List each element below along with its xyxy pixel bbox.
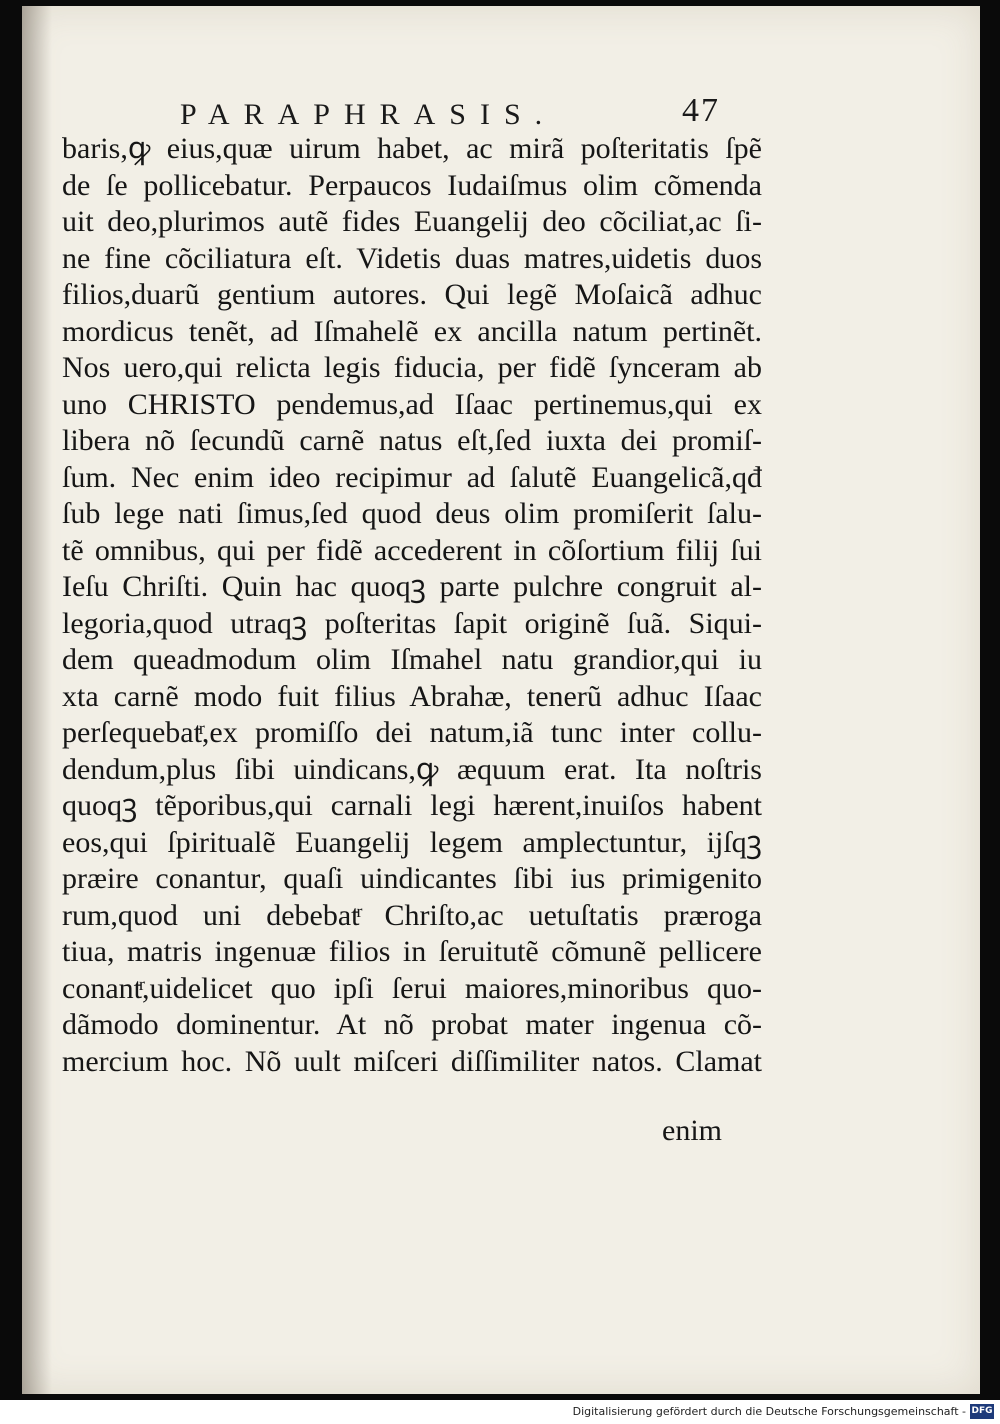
text-line: tẽ omnibus, qui per fidẽ accederent in cõſortium filij ſui [62,533,762,567]
text-line: eos,qui ſpiritualẽ Euangelij legem amplectuntur, ijſqꝫ [62,825,762,859]
text-line: Nos uero,qui relicta legis fiducia, per fidẽ ſynceram ab [62,351,762,384]
text-line: dãmodo dominentur. At nõ probat mater ingenua cõ- [62,1008,762,1041]
text-line: legoria,quod utraqꝫ poſteritas ſapit originẽ ſuã. Siqui- [62,606,762,640]
text-line: ſum. Nec enim ideo recipimur ad ſalutẽ Euangelicã,qđ [62,460,762,494]
text-line: de ſe pollicebatur. Perpaucos Iudaiſmus olim cõmenda [62,168,762,202]
catchword: enim [662,1114,722,1147]
text-line: Ieſu Chriſti. Quin hac quoqꝫ parte pulchre congruit al- [62,570,762,603]
page-number: 47 [682,92,720,129]
text-line: filios,duarũ gentium autores. Qui legẽ Moſaicã adhuc [62,278,762,311]
text-line: rum,quod uni debebatͬ Chriſto,ac uetuſtatis prærogа [62,898,762,932]
text-line: libera nõ ſecundũ carnẽ natus eſt,ſed iuxta dei promiſ- [62,424,762,457]
text-line: quoqꝫ tẽporibus,qui carnali legi hærent,inuiſos habent [62,789,762,822]
text-line: dem queadmodum olim Iſmahel natu grandior,qui iu [62,643,762,676]
footer-bar [0,1400,1000,1424]
text-line: præire conantur, quaſi uindicantes ſibi ius primigenito [62,862,762,895]
text-line: xta carnẽ modo fuit filius Abrahæ, tenerũ adhuc Iſaac [62,679,762,713]
text-line: conantͬ,uidelicet quo ipſi ſerui maiores,minoribus quo- [62,971,762,1005]
text-block [62,131,762,1080]
text-line: ſub lege nati ſimus,ſed quod deus olim promiſerit ſalu- [62,497,762,530]
text-line: ne fine cõciliatura eſt. Videtis duas matres,uidetis duos [62,241,762,275]
running-head: PARAPHRASIS. [180,98,557,131]
dfg-logo-icon: DFG [970,1404,994,1419]
text-line: perſequebatͬ,ex promiſſo dei natum,iã tunc inter collu- [62,716,762,749]
text-line: tiua, matris ingenuæ filios in ſeruitutẽ cõmunẽ pellicere [62,935,762,968]
text-line: mordicus tenẽt, ad Iſmahelẽ ex ancilla natum pertinẽt. [62,314,762,348]
text-line: uno CHRISTO pendemus,ad Iſaac pertinemus,qui ex [62,387,762,421]
text-line: mercium hoc. Nõ uult miſceri diſſimiliter natos. Clamat [62,1044,762,1078]
funding-credit: Digitalisierung gefördert durch die Deutsche Forschungsgemeinschaft - [572,1405,966,1418]
book-page [22,6,980,1394]
text-line: uit deo,plurimos autẽ fides Euangelij deo cõciliat,ac ſi- [62,205,762,238]
gutter-shadow [22,6,52,1394]
text-line: baris,ꝙ eius,quæ uirum habet, ac mirã poſteritatis ſpẽ [62,132,762,165]
text-line: dendum,plus ſibi uindicans,ꝙ æquum erat. Ita noſtris [62,752,762,786]
